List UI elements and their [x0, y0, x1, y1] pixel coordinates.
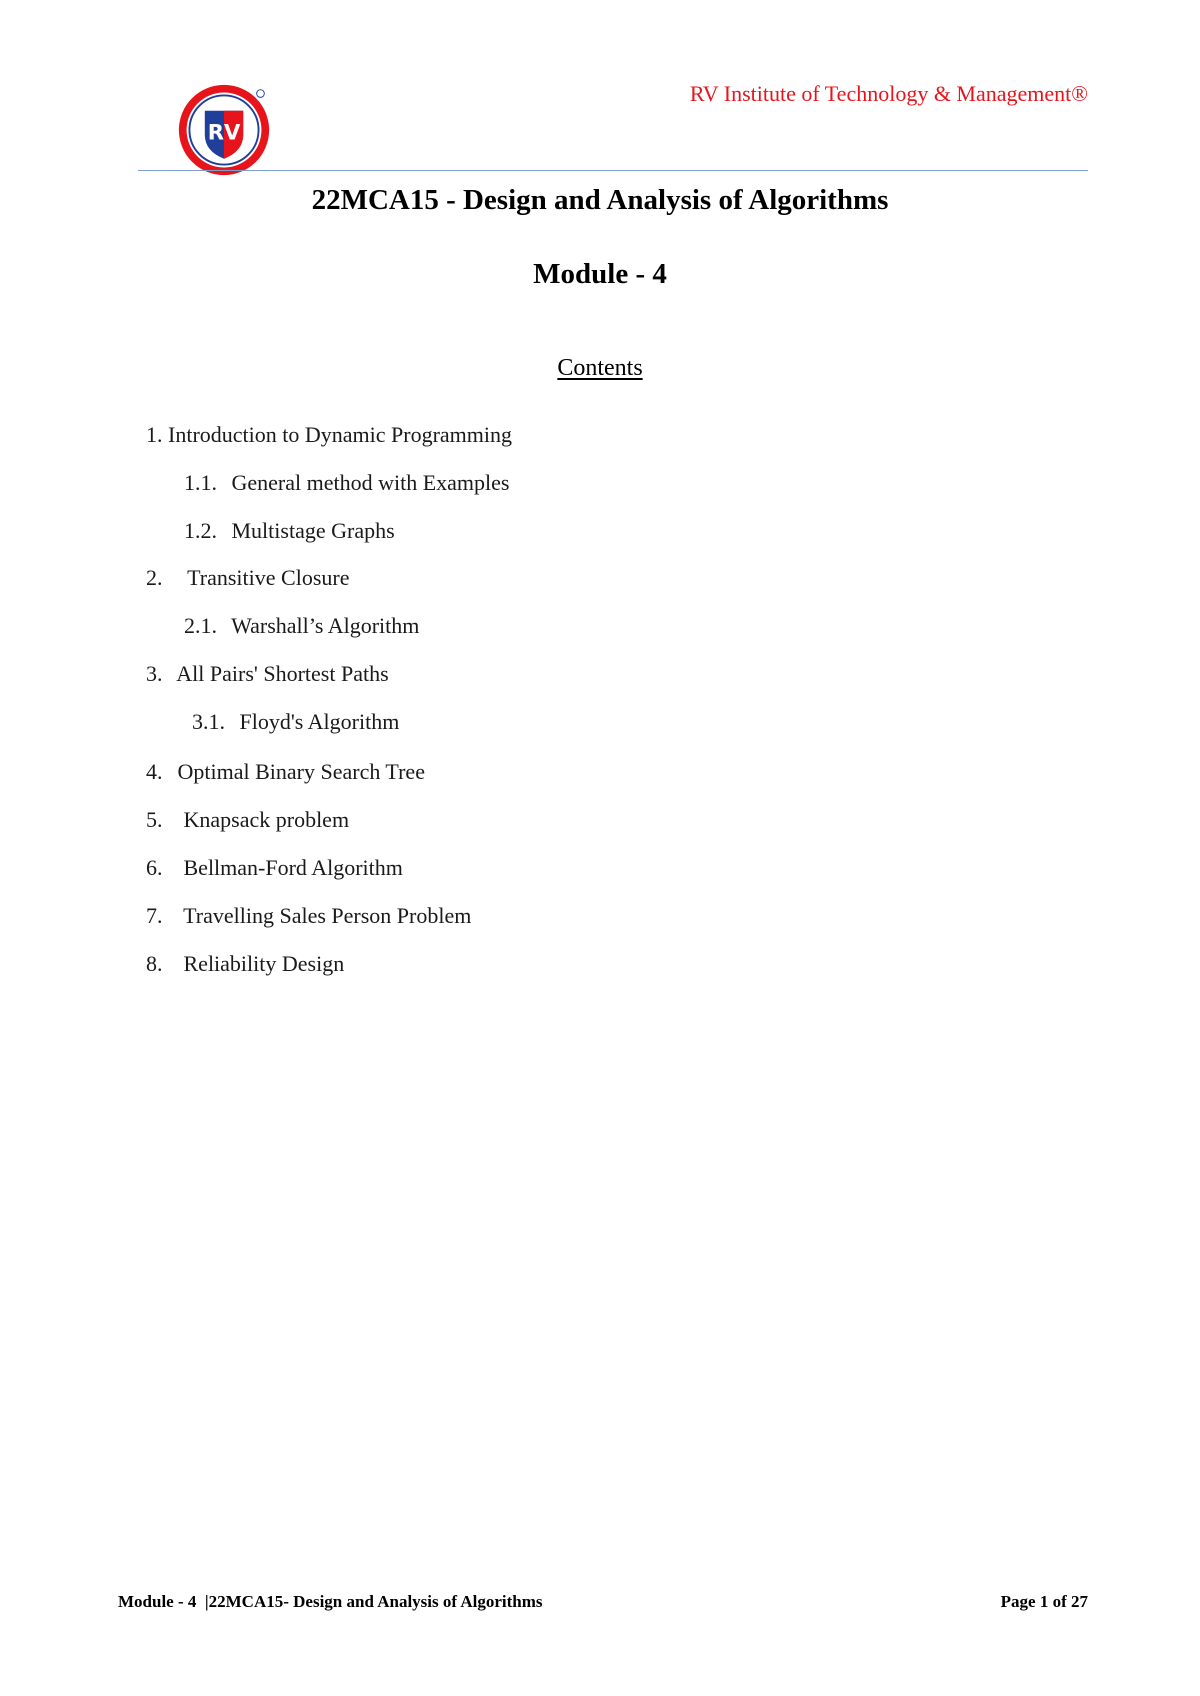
toc-item-label: General method with Examples [231, 470, 510, 495]
toc-item-number: 6. [146, 855, 163, 880]
toc-item [146, 903, 471, 929]
toc-item [184, 518, 395, 544]
toc-item-number: 5. [146, 807, 163, 832]
toc-item-label: Transitive Closure [187, 565, 350, 590]
module-title: Module - 4 [533, 258, 667, 290]
svg-text:RV: RV [207, 119, 241, 145]
toc-item [146, 759, 425, 785]
toc-item-number: 1.1. [184, 470, 217, 495]
toc-item-number: 3. [146, 661, 163, 686]
toc-item-label: Travelling Sales Person Problem [183, 903, 472, 928]
toc-item [146, 661, 389, 687]
contents-heading: Contents [557, 355, 643, 381]
document-title: 22MCA15 - Design and Analysis of Algorithms [311, 184, 889, 216]
footer-page-number: Page 1 of 27 [1000, 1592, 1088, 1611]
toc-item [192, 709, 399, 735]
toc-item-label: Bellman-Ford Algorithm [183, 855, 403, 880]
toc-item [146, 951, 344, 977]
toc-item-label: Reliability Design [183, 951, 345, 976]
toc-item [146, 565, 349, 591]
toc-item-label: Warshall’s Algorithm [231, 613, 420, 638]
toc-item-number: 3.1. [192, 709, 225, 734]
toc-item-label: Optimal Binary Search Tree [177, 759, 425, 784]
toc-item [146, 807, 349, 833]
toc-item [184, 470, 509, 496]
toc-item [184, 613, 419, 639]
institute-name: RV Institute of Technology & Management® [689, 81, 1088, 106]
toc-item-number: 1.2. [184, 518, 217, 543]
toc-item-number: 2. [146, 565, 163, 590]
header-divider [138, 170, 1088, 171]
toc-item [146, 855, 403, 881]
toc-item-number: 7. [146, 903, 163, 928]
toc-item-label: All Pairs' Shortest Paths [176, 661, 389, 686]
toc-item-label: Floyd's Algorithm [239, 709, 400, 734]
footer-module-title: Module - 4 |22MCA15- Design and Analysis of Algorithms [118, 1592, 543, 1611]
toc-item-label: Knapsack problem [183, 807, 350, 832]
toc-item [146, 422, 512, 448]
rv-institution-logo-icon [176, 82, 272, 178]
toc-item-number: 2.1. [184, 613, 217, 638]
toc-item-label: Multistage Graphs [231, 518, 395, 543]
toc-item-number: 4. [146, 759, 163, 784]
toc-item-number: 8. [146, 951, 163, 976]
toc-item-number: 1. [146, 422, 163, 447]
toc-item-label: Introduction to Dynamic Programming [168, 422, 512, 447]
